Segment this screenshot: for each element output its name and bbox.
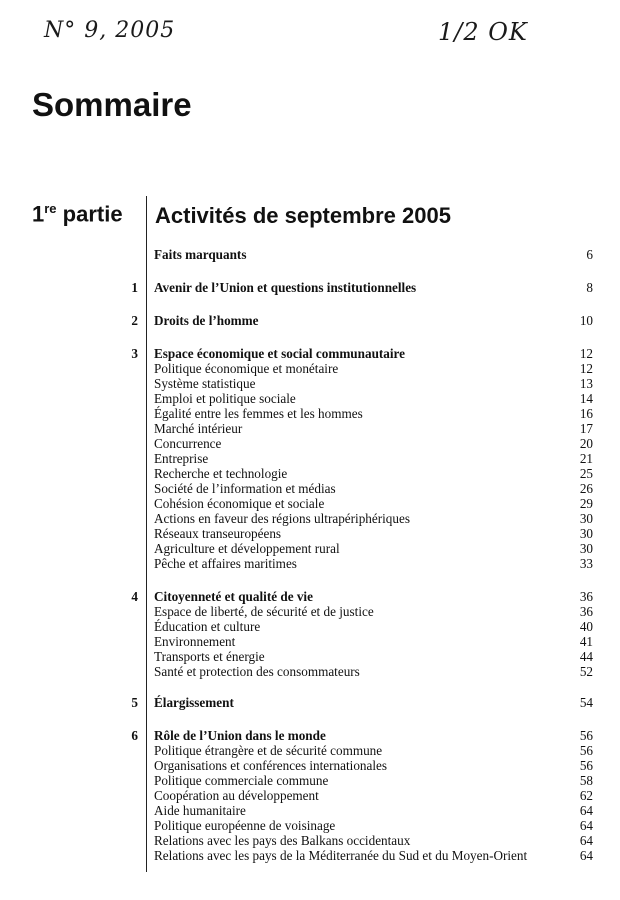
section-number: 3 [131, 346, 138, 361]
part-title: Activités de septembre 2005 [155, 203, 451, 228]
toc-section-heading[interactable] [0, 280, 620, 295]
toc-entry[interactable] [0, 634, 620, 649]
section-page-number: 8 [586, 280, 593, 295]
entry-page-number: 40 [579, 619, 593, 634]
toc-section-heading[interactable] [0, 247, 620, 262]
entry-page-number: 20 [579, 436, 593, 451]
toc-section [0, 247, 620, 262]
toc-section [0, 589, 620, 679]
entry-title: Agriculture et développement rural [154, 541, 340, 556]
toc-entry[interactable] [0, 758, 620, 773]
toc-entry[interactable] [0, 481, 620, 496]
toc-entry[interactable] [0, 848, 620, 863]
toc-section-heading[interactable] [0, 313, 620, 328]
entry-title: Environnement [154, 634, 236, 649]
entry-title: Politique commerciale commune [154, 773, 329, 788]
section-number: 2 [131, 313, 138, 328]
entry-title: Recherche et technologie [154, 466, 288, 481]
toc-section-heading[interactable] [0, 728, 620, 743]
part-number: 1 [32, 201, 45, 227]
entry-page-number: 64 [579, 833, 593, 848]
section-number: 4 [131, 589, 138, 604]
entry-page-number: 26 [579, 481, 593, 496]
entry-page-number: 30 [579, 526, 593, 541]
entry-title: Égalité entre les femmes et les hommes [154, 406, 363, 421]
toc-section [0, 695, 620, 710]
entry-page-number: 21 [579, 451, 593, 466]
entry-title: Relations avec les pays des Balkans occidentaux [154, 833, 411, 848]
entry-title: Pêche et affaires maritimes [154, 556, 297, 571]
section-page-number: 10 [579, 313, 593, 328]
entry-page-number: 33 [579, 556, 593, 571]
section-number: 6 [131, 728, 138, 743]
entry-page-number: 44 [579, 649, 593, 664]
toc-entry[interactable] [0, 788, 620, 803]
toc-entry[interactable] [0, 406, 620, 421]
section-title: Élargissement [154, 695, 234, 710]
part-label [32, 201, 123, 227]
entry-page-number: 13 [579, 376, 593, 391]
section-title: Faits marquants [154, 247, 247, 262]
page-title: Sommaire [32, 86, 192, 123]
entry-title: Éducation et culture [154, 619, 261, 634]
section-page-number: 6 [586, 247, 593, 262]
toc-entry[interactable] [0, 833, 620, 848]
entry-page-number: 64 [579, 848, 593, 863]
entry-page-number: 36 [579, 604, 593, 619]
entry-page-number: 56 [579, 743, 593, 758]
section-title: Espace économique et social communautaire [154, 346, 406, 361]
toc-entry[interactable] [0, 541, 620, 556]
entry-page-number: 56 [579, 758, 593, 773]
entry-page-number: 30 [579, 511, 593, 526]
entry-title: Transports et énergie [154, 649, 265, 664]
entry-page-number: 12 [579, 361, 593, 376]
part-word: partie [62, 201, 123, 227]
section-title: Citoyenneté et qualité de vie [154, 589, 313, 604]
section-title: Rôle de l’Union dans le monde [154, 728, 326, 743]
toc-entry[interactable] [0, 649, 620, 664]
entry-page-number: 29 [579, 496, 593, 511]
entry-title: Santé et protection des consommateurs [154, 664, 360, 679]
toc-section-heading[interactable] [0, 346, 620, 361]
entry-title: Politique étrangère et de sécurité commune [154, 743, 383, 758]
entry-title: Emploi et politique sociale [154, 391, 296, 406]
toc-entry[interactable] [0, 619, 620, 634]
toc-entry[interactable] [0, 361, 620, 376]
toc-entry[interactable] [0, 773, 620, 788]
entry-page-number: 14 [579, 391, 593, 406]
entry-page-number: 62 [579, 788, 593, 803]
section-number: 5 [131, 695, 138, 710]
toc-section [0, 313, 620, 328]
toc-entry[interactable] [0, 496, 620, 511]
toc-entry[interactable] [0, 803, 620, 818]
entry-title: Cohésion économique et sociale [154, 496, 325, 511]
entry-page-number: 64 [579, 803, 593, 818]
toc-section [0, 728, 620, 863]
toc-entry[interactable] [0, 818, 620, 833]
entry-title: Entreprise [154, 451, 209, 466]
entry-title: Aide humanitaire [154, 803, 246, 818]
toc-entry[interactable] [0, 743, 620, 758]
section-title: Avenir de l’Union et questions institutionnelles [154, 280, 417, 295]
entry-page-number: 64 [579, 818, 593, 833]
section-page-number: 54 [579, 695, 593, 710]
toc-entry[interactable] [0, 556, 620, 571]
toc-entry[interactable] [0, 421, 620, 436]
section-page-number: 36 [579, 589, 593, 604]
part-ordinal-suffix: re [44, 201, 57, 216]
toc-entry[interactable] [0, 604, 620, 619]
toc-section [0, 346, 620, 571]
entry-page-number: 30 [579, 541, 593, 556]
entry-title: Réseaux transeuropéens [154, 526, 282, 541]
entry-page-number: 58 [579, 773, 593, 788]
entry-title: Relations avec les pays de la Méditerranée du Sud et du Moyen-Orient [154, 848, 528, 863]
toc-entry[interactable] [0, 466, 620, 481]
entry-page-number: 41 [579, 634, 593, 649]
entry-title: Politique économique et monétaire [154, 361, 339, 376]
toc-section [0, 280, 620, 295]
entry-title: Organisations et conférences internationales [154, 758, 388, 773]
entry-page-number: 52 [579, 664, 593, 679]
toc-entry[interactable] [0, 436, 620, 451]
toc-entry[interactable] [0, 451, 620, 466]
entry-page-number: 17 [579, 421, 593, 436]
entry-title: Système statistique [154, 376, 256, 391]
entry-page-number: 25 [579, 466, 593, 481]
entry-title: Marché intérieur [154, 421, 243, 436]
toc-entry[interactable] [0, 391, 620, 406]
handwritten-issue-note: N° 9, 2005 [44, 18, 176, 43]
toc-entry[interactable] [0, 526, 620, 541]
entry-page-number: 16 [579, 406, 593, 421]
entry-title: Politique européenne de voisinage [154, 818, 336, 833]
toc-section-heading[interactable] [0, 695, 620, 710]
toc-entry[interactable] [0, 376, 620, 391]
entry-title: Société de l’information et médias [154, 481, 336, 496]
entry-title: Actions en faveur des régions ultrapériphériques [154, 511, 410, 526]
entry-title: Concurrence [154, 436, 222, 451]
section-page-number: 12 [579, 346, 593, 361]
toc-entry[interactable] [0, 664, 620, 679]
entry-title: Coopération au développement [154, 788, 319, 803]
entry-title: Espace de liberté, de sécurité et de justice [154, 604, 374, 619]
toc-section-heading[interactable] [0, 589, 620, 604]
section-page-number: 56 [579, 728, 593, 743]
handwritten-status-note: 1/2 OK [438, 18, 528, 46]
toc-entry[interactable] [0, 511, 620, 526]
section-title: Droits de l’homme [154, 313, 259, 328]
section-number: 1 [131, 280, 138, 295]
